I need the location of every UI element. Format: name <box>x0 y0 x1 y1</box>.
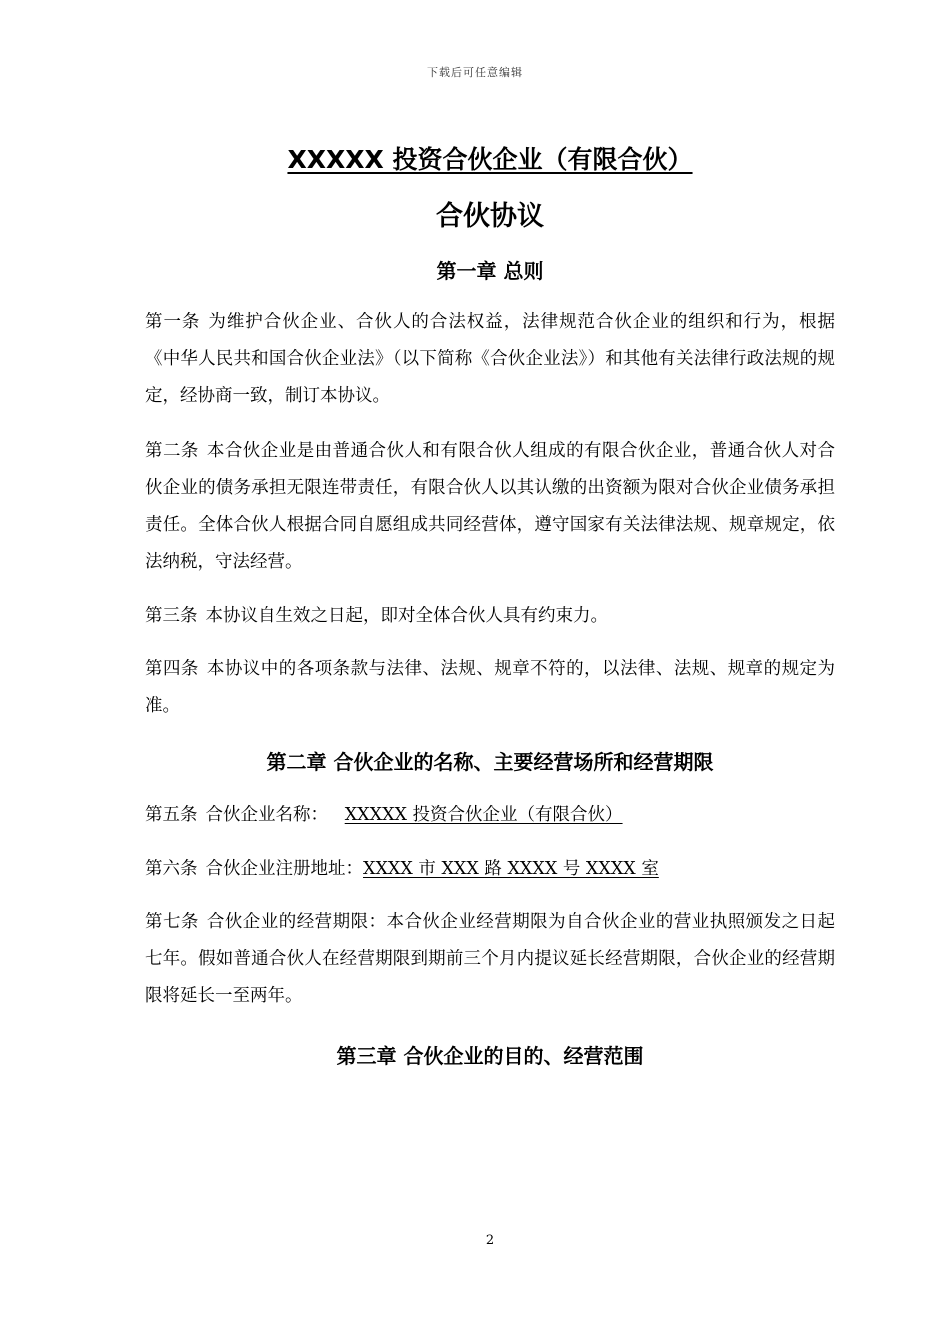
article-label: 第七条 <box>145 912 199 932</box>
chapter-heading-2: 第二章 合伙企业的名称、主要经营场所和经营期限 <box>266 750 714 774</box>
document-title-text: XXXXX 投资合伙企业（有限合伙） <box>287 145 693 174</box>
article-label: 第六条 <box>145 859 198 879</box>
article-text: 本合伙企业是由普通合伙人和有限合伙人组成的有限合伙企业，普通合伙人对合伙企业的债务承担无限连带责任，有限合伙人以其认缴的出资额为限对合伙企业债务承担责任。全体合伙人根据合同自愿组成共同经营体，遵守国家有关法律法规、规章规定，依法纳税，守法经营。 <box>145 441 836 572</box>
article-text: 本协议自生效之日起，即对全体合伙人具有约束力。 <box>205 606 608 626</box>
article-1 <box>145 304 835 415</box>
article-4 <box>145 651 835 725</box>
chapter-heading-1: 第一章 总则 <box>436 259 544 283</box>
article-text: 本协议中的各项条款与法律、法规、规章不符的，以法律、法规、规章的规定为准。 <box>145 659 836 716</box>
article-text: 为维护合伙企业、合伙人的合法权益，法律规范合伙企业的组织和行为，根据《中华人民共和国合伙企业法》（以下简称《合伙企业法》）和其他有关法律行政法规的规定，经协商一致，制订本协议。 <box>145 312 835 406</box>
chapter-heading-3: 第三章 合伙企业的目的、经营范围 <box>336 1044 644 1068</box>
registered-address-value: XXXX 市 XXX 路 XXXX 号 XXXX 室 <box>363 859 659 879</box>
page-number: 2 <box>485 1233 495 1248</box>
document-title <box>0 140 950 176</box>
document-subtitle: 合伙协议 <box>436 201 544 232</box>
article-label: 第一条 <box>145 312 201 332</box>
article-text: 合伙企业的经营期限：本合伙企业经营期限为自合伙企业的营业执照颁发之日起七年。假如普通合伙人在经营期限到期前三个月内提议延长经营期限，合伙企业的经营期限将延长一至两年。 <box>145 912 836 1006</box>
article-6 <box>145 851 835 888</box>
header-note: 下载后可任意编辑 <box>427 66 523 79</box>
article-label: 第二条 <box>145 441 199 461</box>
article-prefix: 合伙企业名称： <box>205 805 328 825</box>
article-3 <box>145 598 835 635</box>
article-label: 第三条 <box>145 606 198 626</box>
article-prefix: 合伙企业注册地址： <box>205 859 363 879</box>
article-5 <box>145 797 835 834</box>
article-2 <box>145 433 835 581</box>
article-label: 第五条 <box>145 805 198 825</box>
article-7 <box>145 904 835 1015</box>
article-label: 第四条 <box>145 659 199 679</box>
partnership-name-value: XXXXX 投资合伙企业（有限合伙） <box>344 805 623 825</box>
